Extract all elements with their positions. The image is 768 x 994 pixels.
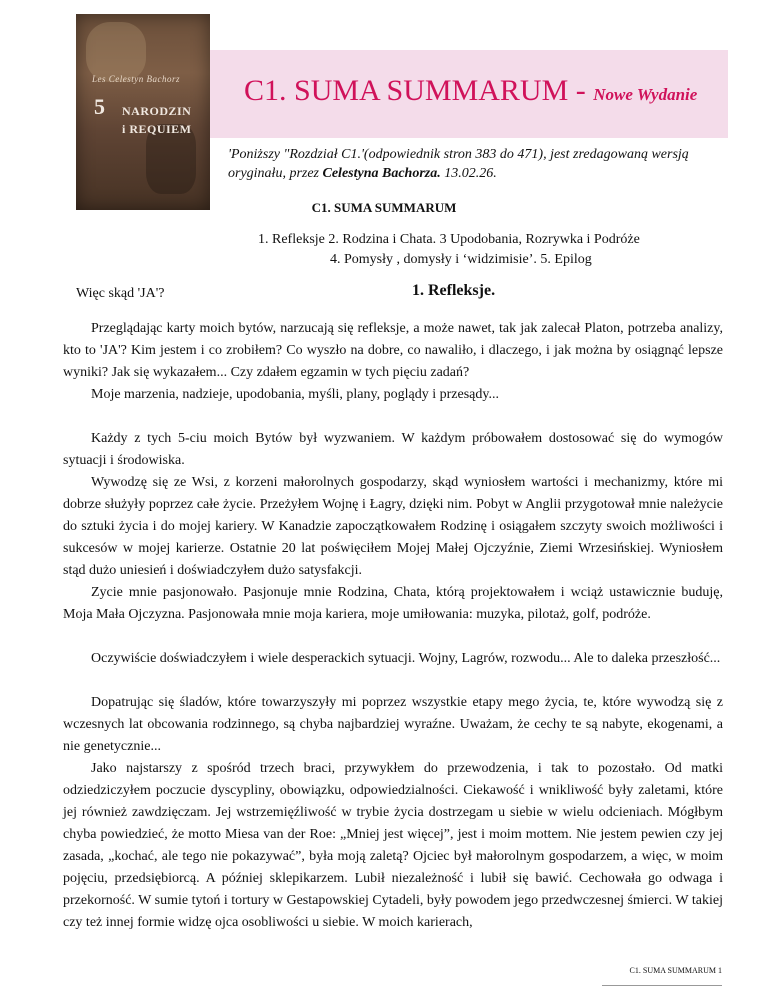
paragraph: Wywodzę się ze Wsi, z korzeni małorolnych gospodarzy, skąd wyniosłem wartości i mechanizmy, które mi dobrze służyły poprzez całe życie. Przeżyłem Wojnę i Łagry, dzięki nim. Pobyt w Anglii przygotował mnie należycie do sztuki życia i do mojej kariery. W Kanadzie zapoczątkowałem Rodzinę i osiągałem szczyty swoich możliwości i sukcesów w mojej karierze. Ostatnie 20 lat poświęciłem Mojej Małej Ojczyźnie, Ziemi Wrzesińskiej. Wyniosłem stąd dużo uniesień i doświadczyłem dużo satysfakcji. [63, 475, 723, 578]
footer-text: C1. SUMA SUMMARUM 1 [629, 966, 722, 975]
question-line: Więc skąd 'JA'? [76, 286, 165, 301]
paragraph: Zycie mnie pasjonowało. Pasjonuje mnie Rodzina, Chata, którą projektowałem i wciąż ustawicznie buduję, Moja Mała Ojczyzna. Pasjonowała mnie moja kariera, moje umiłowania: muzyka, pilotaż, golf, podróże. [63, 585, 723, 622]
toc-line-2: 4. Pomysły , domysły i ‘widzimisie’. 5. Epilog [330, 252, 592, 267]
intro-author: Celestyna Bachorza. [322, 166, 441, 181]
book-cover-image [76, 14, 210, 210]
paragraph: Oczywiście doświadczyłem i wiele desperackich sytuacji. Wojny, Lagrów, rozwodu... Ale to daleka przeszłość... [91, 651, 721, 666]
paragraph: Dopatrując się śladów, które towarzyszyły mi poprzez wszystkie etapy mego życia, te, które wywodzą się z wczesnych lat obcowania rodzinnego, są chyba najbardziej wyraźne. Uważam, że cechy te są nabyte, ekogenami, a nie genetycznie... [63, 695, 723, 754]
page-title [244, 74, 697, 108]
cover-author: Les Celestyn Bachorz [92, 74, 180, 84]
title-main: C1. SUMA SUMMARUM - [244, 74, 594, 107]
intro-note [228, 145, 728, 183]
intro-text: 'Poniższy "Rozdział C1.'(odpowiednik stron 383 do 471), jest zredagowaną wersją oryginału, przez [228, 147, 689, 181]
section-title: 1. Refleksje. [412, 282, 496, 299]
toc-line-1: 1. Refleksje 2. Rodzina i Chata. 3 Upodobania, Rozrywka i Podróże [258, 232, 640, 247]
intro-date: 13.02.26. [440, 166, 497, 181]
cover-title-line2: i REQUIEM [122, 122, 192, 136]
cover-texture [86, 22, 146, 82]
paragraph: Każdy z tych 5-ciu moich Bytów był wyzwaniem. W każdym próbowałem dostosować się do wymogów sytuacji i środowiska. [63, 431, 723, 468]
paragraph: Przeglądając karty moich bytów, narzucają się refleksje, a może nawet, tak jak zalecał Platon, potrzeba analizy, kto to 'JA'? Kim jestem i co zrobiłem? Co wyszło na dobre, co nawaliło, i dlaczego, i jak można by osiągnąć lepsze wyniki? Jak się wykazałem... Czy zdałem egzamin w tych pięciu zadań? [63, 321, 723, 380]
section-heading: C1. SUMA SUMMARUM [311, 200, 457, 215]
page-footer [630, 966, 722, 975]
paragraph: Jako najstarszy z spośród trzech braci, przywykłem do przewodzenia, i tak to pozostało. Od matki odziedziczyłem poczucie dyscypliny, obowiązku, odpowiedzialności. Ciekawość i wnikliwość były zaletami, które jej również zawdzięczam. Jej wstrzemięźliwość w trybie życia dostrzegam u siebie w wielu odcieniach. Mógłbym chyba powiedzieć, że motto Miesa van der Roe: „Mniej jest więcej”, jest i moim mottem. Nie jestem pewien czy jej zasada, „kochać, ale tego nie pokazywać”, była moją zaletą? Ojciec był małorolnym gospodarzem, a więc, w moim pojęciu, przedsiębiorcą. A później sklepikarzem. Lubił niezależność i lubił się bawić. Cechowała go odwaga i przekorność. W sumie tytoń i tortury w Gestapowskiej Cytadeli, były powodem jego przedwczesnej śmierci. W takiej czy też innej formie widzę ojca osobliwości u siebie. W moich karierach, [63, 761, 723, 930]
paragraph: Moje marzenia, nadzieje, upodobania, myśli, plany, poglądy i przesądy... [91, 387, 499, 402]
cover-title-line1: NARODZIN [122, 104, 192, 118]
cover-number: 5 [94, 94, 105, 119]
footer-rule [602, 985, 722, 986]
title-subtitle: Nowe Wydanie [593, 85, 698, 104]
